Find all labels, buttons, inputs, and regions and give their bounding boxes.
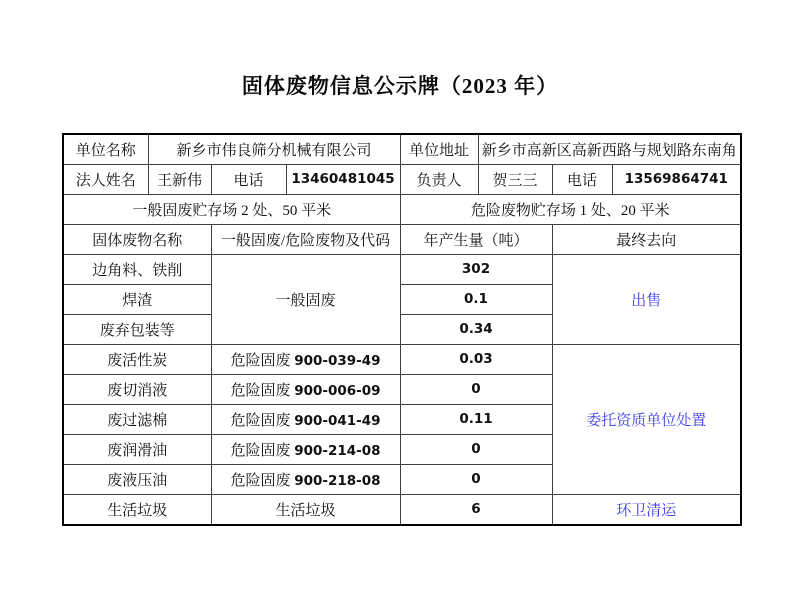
waste-row-hazardous-1	[63, 345, 741, 375]
manager-phone-label-cell: 电话	[552, 165, 612, 195]
amount-value: 0.11	[459, 411, 493, 427]
header-waste-name: 固体废物名称	[63, 225, 211, 255]
legal-name-label-cell: 法人姓名	[63, 165, 148, 195]
legal-name-value-cell: 王新伟	[148, 165, 211, 195]
waste-name-cell: 废液压油	[63, 465, 211, 495]
amount-value: 0.1	[464, 291, 488, 307]
waste-code: 900-006-09	[294, 383, 381, 399]
waste-amount-cell	[400, 465, 552, 495]
waste-code-cell	[211, 465, 400, 495]
waste-name-cell: 废润滑油	[63, 435, 211, 465]
waste-amount-cell	[400, 495, 552, 526]
unit-address-value-cell: 新乡市高新区高新西路与规划路东南角	[478, 134, 741, 165]
category-label: 危险固废	[230, 353, 291, 369]
category-label: 危险固废	[230, 473, 291, 489]
waste-name-cell: 废过滤棉	[63, 405, 211, 435]
category-label: 危险固废	[230, 383, 291, 399]
waste-info-table	[62, 133, 742, 526]
header-annual-output: 年产生量（吨）	[400, 225, 552, 255]
waste-amount-cell	[400, 345, 552, 375]
general-storage-note-cell: 一般固废贮存场 2 处、50 平米	[63, 195, 400, 225]
category-label: 危险固废	[230, 443, 291, 459]
waste-code: 900-039-49	[294, 353, 381, 369]
waste-row-domestic	[63, 495, 741, 526]
general-category-cell: 一般固废	[211, 255, 400, 345]
waste-amount-cell	[400, 375, 552, 405]
waste-name-cell: 焊渣	[63, 285, 211, 315]
amount-value: 0.03	[459, 351, 493, 367]
unit-address-label-cell: 单位地址	[400, 134, 478, 165]
waste-code-cell	[211, 345, 400, 375]
general-destination-cell: 出售	[552, 255, 741, 345]
amount-value: 0.34	[459, 321, 493, 337]
domestic-destination-cell: 环卫清运	[552, 495, 741, 526]
row-storage-notes	[63, 195, 741, 225]
manager-label-cell: 负责人	[400, 165, 478, 195]
waste-amount-cell	[400, 285, 552, 315]
header-destination: 最终去向	[552, 225, 741, 255]
waste-amount-cell	[400, 315, 552, 345]
row-unit-info	[63, 134, 741, 165]
amount-value: 0	[471, 441, 481, 457]
waste-name-cell: 废弃包装等	[63, 315, 211, 345]
waste-amount-cell	[400, 435, 552, 465]
amount-value: 0	[471, 471, 481, 487]
waste-name-cell: 边角料、铁削	[63, 255, 211, 285]
amount-value: 6	[471, 501, 481, 517]
manager-phone-number: 13569864741	[624, 171, 728, 187]
hazardous-destination-cell: 委托资质单位处置	[552, 345, 741, 495]
unit-name-value-cell: 新乡市伟良筛分机械有限公司	[148, 134, 400, 165]
waste-code-cell: 生活垃圾	[211, 495, 400, 526]
notice-title: 固体废物信息公示牌（2023 年）	[241, 74, 559, 98]
waste-row-general-1	[63, 255, 741, 285]
category-label: 危险固废	[230, 413, 291, 429]
waste-name-cell: 生活垃圾	[63, 495, 211, 526]
waste-code-cell	[211, 375, 400, 405]
manager-name-value-cell: 贺三三	[478, 165, 552, 195]
amount-value: 0	[471, 381, 481, 397]
amount-value: 302	[461, 261, 491, 277]
row-waste-headers	[63, 225, 741, 255]
waste-code: 900-218-08	[294, 473, 381, 489]
waste-code-cell	[211, 405, 400, 435]
hazardous-storage-note-cell: 危险废物贮存场 1 处、20 平米	[400, 195, 741, 225]
manager-phone-value-cell	[612, 165, 741, 195]
waste-code: 900-214-08	[294, 443, 381, 459]
unit-name-label-cell: 单位名称	[63, 134, 148, 165]
legal-phone-label-cell: 电话	[211, 165, 286, 195]
waste-name-cell: 废切消液	[63, 375, 211, 405]
row-contacts	[63, 165, 741, 195]
waste-amount-cell	[400, 255, 552, 285]
header-category-code: 一般固废/危险废物及代码	[211, 225, 400, 255]
waste-code: 900-041-49	[294, 413, 381, 429]
waste-name-cell: 废活性炭	[63, 345, 211, 375]
legal-phone-value-cell	[286, 165, 400, 195]
legal-phone-number: 13460481045	[291, 171, 395, 187]
waste-amount-cell	[400, 405, 552, 435]
waste-code-cell	[211, 435, 400, 465]
